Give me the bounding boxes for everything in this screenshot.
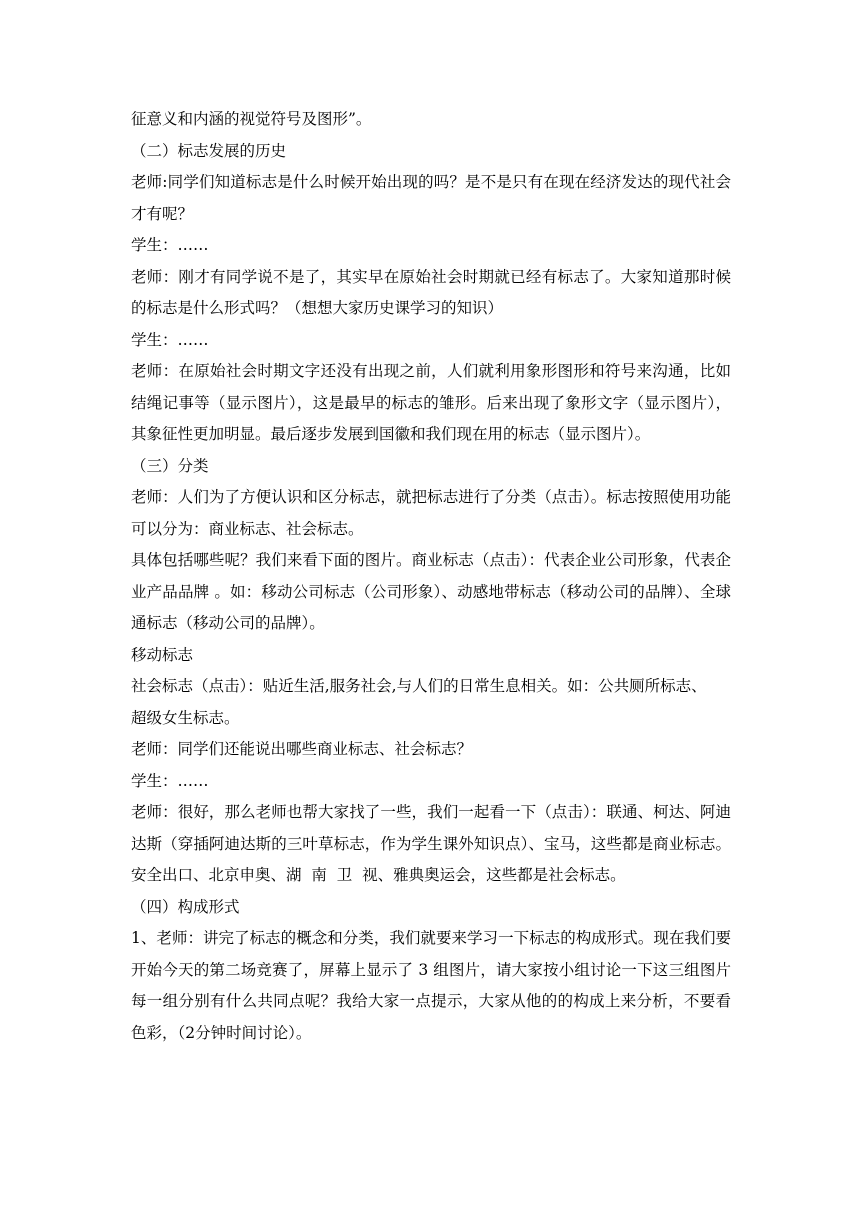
- paragraph-teacher-examples: 老师：很好，那么老师也帮大家找了一些，我们一起看一下（点击）：联通、柯达、阿迪达斯（穿插阿迪达斯的三叶草标志，作为学生课外知识点）、宝马，这些都是商业标志。安全出口、北京申奥、湖 南 卫 视、雅典奥运会，这些都是社会标志。: [131, 803, 731, 884]
- paragraph-commercial-logos: 具体包括哪些呢？我们来看下面的图片。商业标志（点击）：代表企业公司形象，代表企业产品品牌 。如：移动公司标志（公司形象）、动感地带标志（移动公司的品牌）、全球通标志（移动公司的品牌）。: [131, 551, 731, 632]
- paragraph-teacher-question-history: 老师:同学们知道标志是什么时候开始出现的吗？是不是只有在现在经济发达的现代社会才有呢？: [131, 173, 731, 223]
- paragraph-super-girl-logo: 超级女生标志。: [131, 708, 240, 727]
- paragraph-teacher-history-explanation: 老师：在原始社会时期文字还没有出现之前，人们就利用象形图形和符号来沟通，比如结绳记事等（显示图片），这是最早的标志的雏形。后来出现了象形文字（显示图片），其象征性更加明显。最后逐步发展到国徽和我们现在用的标志（显示图片）。: [131, 362, 731, 443]
- paragraph-definition-end: 征意义和内涵的视觉符号及图形”。: [131, 110, 372, 128]
- paragraph-social-logos: 社会标志（点击）：贴近生活,服务社会,与人们的日常生息相关。如：公共厕所标志、: [131, 677, 707, 695]
- paragraph-mobile-logo-caption: 移动标志: [131, 645, 194, 664]
- paragraph-student-answer: 学生：……: [131, 236, 209, 254]
- paragraph-student-answer: 学生：……: [131, 771, 209, 790]
- paragraph-student-answer: 学生：……: [131, 330, 209, 349]
- section-heading-classification: （三）分类: [131, 456, 209, 475]
- paragraph-composition-discussion: 1、老师：讲完了标志的概念和分类，我们就要来学习一下标志的构成形式。现在我们要开始今天的第二场竞赛了，屏幕上显示了 3 组图片，请大家按小组讨论一下这三组图片每一组分别有什么共同点呢？我给大家一点提示，大家从他的的构成上来分析，不要看色彩，（2分钟时间讨论）。: [131, 929, 731, 1042]
- paragraph-teacher-primitive-society: 老师：刚才有同学说不是了，其实早在原始社会时期就已经有标志了。大家知道那时候的标志是什么形式吗？（想想大家历史课学习的知识）: [131, 267, 731, 317]
- section-heading-history: （二）标志发展的历史: [131, 141, 287, 160]
- paragraph-teacher-question-examples: 老师：同学们还能说出哪些商业标志、社会标志？: [131, 740, 473, 758]
- paragraph-teacher-classification: 老师：人们为了方便认识和区分标志，就把标志进行了分类（点击）。标志按照使用功能可以分为：商业标志、社会标志。: [131, 488, 731, 538]
- section-heading-composition: （四）构成形式: [131, 897, 240, 916]
- document-body: [131, 104, 731, 1049]
